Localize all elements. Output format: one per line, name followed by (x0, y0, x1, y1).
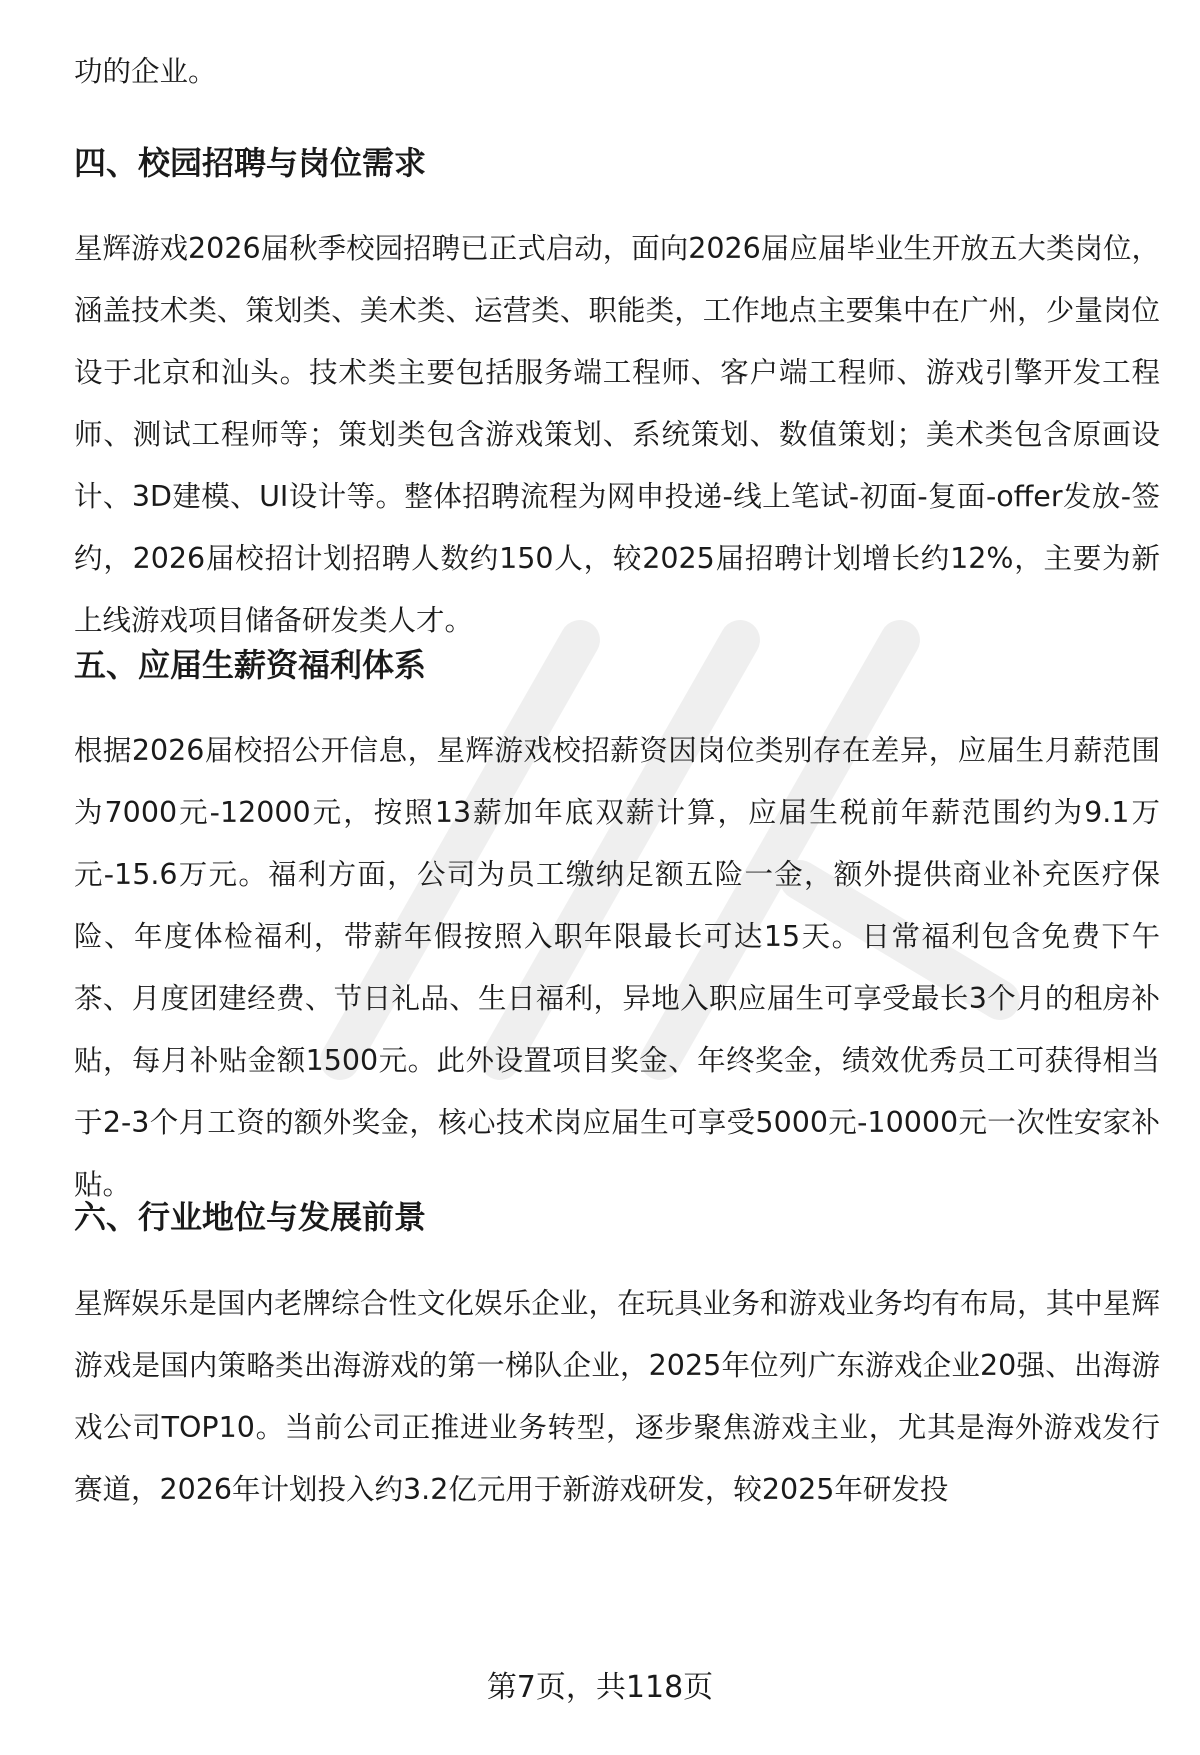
section-body-4: 星辉游戏2026届秋季校园招聘已正式启动，面向2026届应届毕业生开放五大类岗位，涵盖技术类、策划类、美术类、运营类、职能类，工作地点主要集中在广州，少量岗位设于北京和汕头。技术类主要包括服务端工程师、客户端工程师、游戏引擎开发工程师、测试工程师等；策划类包含游戏策划、系统策划、数值策划；美术类包含原画设计、3D建模、UI设计等。整体招聘流程为网申投递-线上笔试-初面-复面-offer发放-签约，2026届校招计划招聘人数约150人，较2025届招聘计划增长约12%，主要为新上线游戏项目储备研发类人才。 (74, 232, 1160, 637)
section-body-6: 星辉娱乐是国内老牌综合性文化娱乐企业，在玩具业务和游戏业务均有布局，其中星辉游戏是国内策略类出海游戏的第一梯队企业，2025年位列广东游戏企业20强、出海游戏公司TOP10。当前公司正推进业务转型，逐步聚焦游戏主业，尤其是海外游戏发行赛道，2026年计划投入约3.2亿元用于新游戏研发，较2025年研发投 (74, 1287, 1160, 1506)
page-footer: 第7页，共118页 (486, 1670, 714, 1705)
section-body-5: 根据2026届校招公开信息，星辉游戏校招薪资因岗位类别存在差异，应届生月薪范围为7000元-12000元，按照13薪加年底双薪计算，应届生税前年薪范围约为9.1万元-15.6万元。福利方面，公司为员工缴纳足额五险一金，额外提供商业补充医疗保险、年度体检福利，带薪年假按照入职年限最长可达15天。日常福利包含免费下午茶、月度团建经费、节日礼品、生日福利，异地入职应届生可享受最长3个月的租房补贴，每月补贴金额1500元。此外设置项目奖金、年终奖金，绩效优秀员工可获得相当于2-3个月工资的额外奖金，核心技术岗应届生可享受5000元-10000元一次性安家补贴。 (74, 734, 1160, 1201)
continued-paragraph: 功的企业。 (74, 55, 217, 88)
section-heading-5: 五、应届生薪资福利体系 (74, 646, 427, 684)
section-heading-4: 四、校园招聘与岗位需求 (74, 144, 427, 182)
section-heading-6: 六、行业地位与发展前景 (74, 1198, 427, 1236)
